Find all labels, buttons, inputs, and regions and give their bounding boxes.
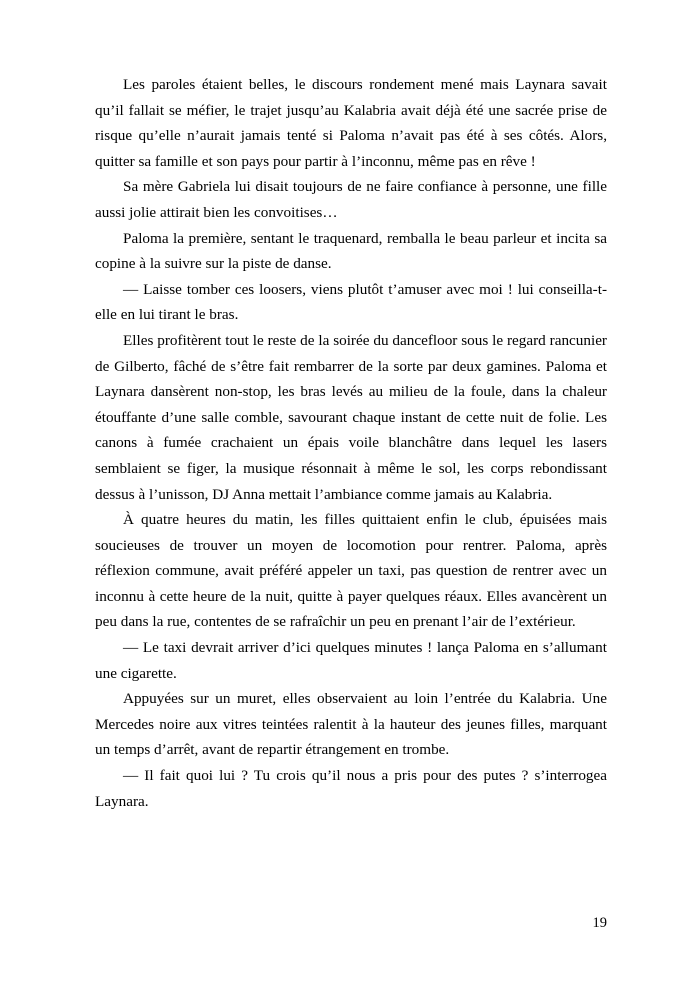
paragraph: À quatre heures du matin, les filles quittaient enfin le club, épuisées mais soucieuses de trouver un moyen de locomotion pour rentrer. Paloma, après réflexion commune, avait préféré appeler un taxi, pas question de rentrer avec un inconnu à cette heure de la nuit, quitte à payer quelques réaux. Elles avancèrent un peu dans la rue, contentes de se rafraîchir un peu en prenant l’air de l’extérieur. [95,511,607,631]
paragraph-dialogue: — Le taxi devrait arriver d’ici quelques minutes ! lança Paloma en s’allumant une cigarette. [95,639,607,682]
paragraph: Elles profitèrent tout le reste de la soirée du dancefloor sous le regard rancunier de Gilberto, fâché de s’être fait rembarrer de la sorte par deux gamines. Paloma et Laynara dansèrent non-stop, les bras levés au milieu de la foule, dans la chaleur étouffante d’une salle comble, savourant chaque instant de cette nuit de folie. Les canons à fumée crachaient un épais voile blanchâtre dans lequel les lasers semblaient se figer, la musique résonnait à même le sol, les corps rebondissant dessus à l’unisson, DJ Anna mettait l’ambiance comme jamais au Kalabria. [95,331,607,503]
page-text-body [95,72,607,814]
paragraph: Appuyées sur un muret, elles observaient au loin l’entrée du Kalabria. Une Mercedes noire aux vitres teintées ralentit à la hauteur des jeunes filles, marquant un temps d’arrêt, avant de repartir étrangement en trombe. [95,690,607,759]
paragraph: Les paroles étaient belles, le discours rondement mené mais Laynara savait qu’il fallait se méfier, le trajet jusqu’au Kalabria avait déjà été une sacrée prise de risque qu’elle n’aurait jamais tenté si Paloma n’avait pas été à ses côtés. Alors, quitter sa famille et son pays pour partir à l’inconnu, même pas en rêve ! [95,76,607,170]
paragraph-dialogue: — Laisse tomber ces loosers, viens plutôt t’amuser avec moi ! lui conseilla-t-elle en lui tirant le bras. [95,280,607,324]
paragraph: Paloma la première, sentant le traquenard, remballa le beau parleur et incita sa copine à la suivre sur la piste de danse. [95,229,607,273]
page-number: 19 [592,914,607,931]
paragraph: Sa mère Gabriela lui disait toujours de ne faire confiance à personne, une fille aussi jolie attirait bien les convoitises… [95,178,607,221]
paragraph-dialogue: — Il fait quoi lui ? Tu crois qu’il nous a pris pour des putes ? s’interrogea Laynara. [95,767,607,810]
